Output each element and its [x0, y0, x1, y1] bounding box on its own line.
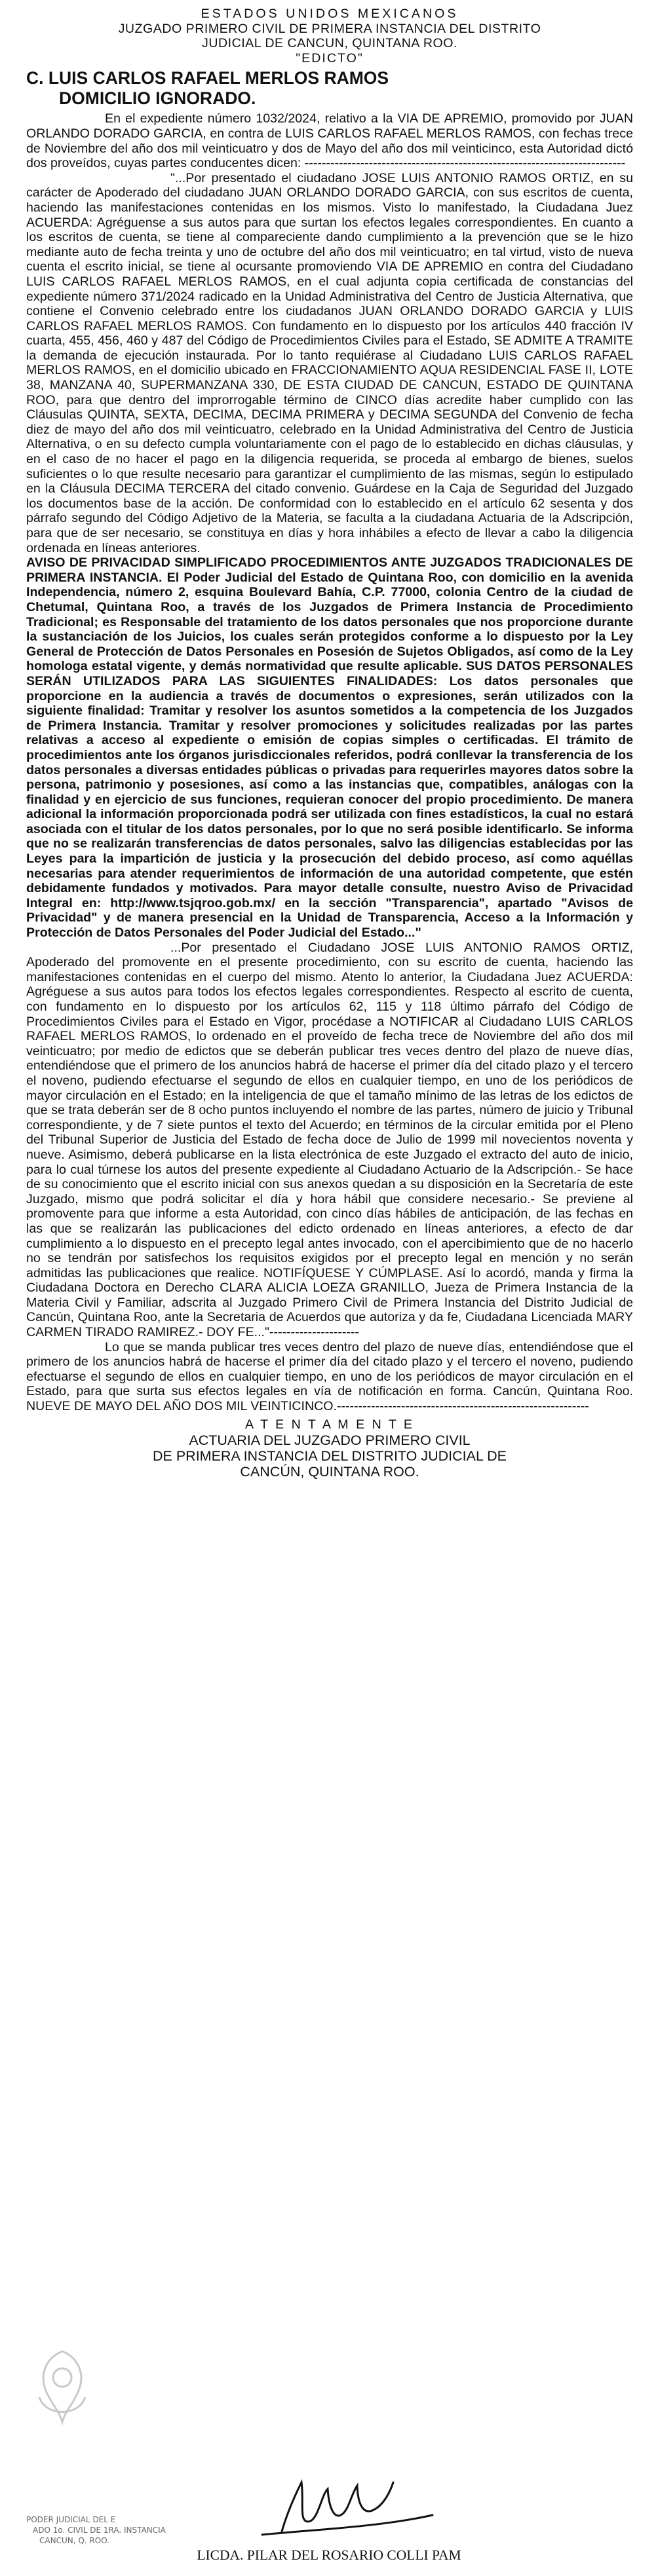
- intro-paragraph: En el expediente número 1032/2024, relativo a la VIA DE APREMIO, promovido por JUAN ORLANDO DORADO GARCIA, en contra de LUIS CARLOS RAFAEL MERLOS RAMOS, con fechas trece de Noviembre del año dos mil veinticuatro y dos de Mayo del año dos mil veinticinco, esta Autoridad dictó dos proveídos, cuyas partes conducentes dicen: ---------------------------------------------------------------------------: [26, 111, 633, 171]
- stamp-line-2: ADO 1o. CIVIL DE 1RA. INSTANCIA: [33, 2526, 166, 2535]
- signer-name: LICDA. PILAR DEL ROSARIO COLLI PAM: [197, 2547, 461, 2563]
- signer-title-line2: DE PRIMERA INSTANCIA DEL DISTRITO JUDICIAL DE: [153, 1447, 507, 1464]
- handwritten-signature: [236, 2469, 452, 2541]
- second-ruling-paragraph: ...Por presentado el Ciudadano JOSE LUIS ANTONIO RAMOS ORTIZ, Apoderado del promovente en el presente procedimiento, con su escrito de cuenta, haciendo las manifestaciones contenidas en el cuerpo del mismo. Atento lo anterior, la Ciudadana Juez ACUERDA: Agréguese a sus autos para todos los efectos legales correspondientes. Respecto al escrito de cuenta, con fundamento en lo dispuesto por los artículos 62, 115 y 118 último párrafo del Código de Procedimientos Civiles para el Estado en Vigor, procédase a NOTIFICAR al Ciudadano LUIS CARLOS RAFAEL MERLOS RAMOS, lo ordenado en el proveído de fecha trece de Noviembre del año dos mil veinticuatro; por medio de edictos que se deberán publicar tres veces dentro del plazo de nueve días, entendiéndose que el primero de los anuncios habrá de hacerse el primer día del citado plazo y el tercero el noveno, pudiendo efectuarse el segundo de ellos en cualquier tiempo, en uno de los periódicos de mayor circulación en el Estado; en la inteligencia de que el tamaño mínimo de las letras de los edictos de que se trata deberán ser de 8 ocho puntos incluyendo el nombre de las partes, número de juicio y Tribunal correspondiente, y de 7 siete puntos el texto del Acuerdo; en términos de la circular emitida por el Pleno del Tribunal Superior de Justicia del Estado de fecha doce de Julio de 1999 mil novecientos noventa y nueve. Asimismo, deberá publicarse en la lista electrónica de este Juzgado el extracto del auto de inicio, para lo cual túrnese los autos del presente expediente al Ciudadano Actuario de la Adscripción.- Se hace de su conocimiento que el escrito inicial con sus anexos quedan a su disposición en la Secretaría de este Juzgado, mismo que podrá solicitar el día y hora hábil que considere necesario.- Se previene al promovente para que informe a esta Autoridad, con cinco días hábiles de anticipación, de las fechas en las que se realizarán las publicaciones del edicto ordenado en líneas anteriores, a efecto de dar cumplimiento a lo dispuesto en el precepto legal antes invocado, con el apercibimiento que de no hacerlo no se tendrán por satisfechos los requisitos exigidos por el precepto legal en mención y no serán admitidas las publicaciones que realice. NOTIFÍQUESE Y CÚMPLASE. Así lo acordó, manda y firma la Ciudadana Doctora en Derecho CLARA ALICIA LOEZA GRANILLO, Jueza de Primera Instancia de la Materia Civil y Familiar, adscrita al Juzgado Primero Civil de Primera Instancia del Distrito Judicial de Cancún, Quintana Roo, ante la Secretaria de Acuerdos que autoriza y da fe, Ciudadana Licenciada MARY CARMEN TIRADO RAMIREZ.- DOY FE..."---------------------: [26, 940, 633, 1340]
- privacy-notice-paragraph: AVISO DE PRIVACIDAD SIMPLIFICADO PROCEDIMIENTOS ANTE JUZGADOS TRADICIONALES DE PRIMERA INSTANCIA. El Poder Judicial del Estado de Quintana Roo, con domicilio en la avenida Independencia, número 2, esquina Boulevard Bahía, C.P. 77000, colonia Centro de la ciudad de Chetumal, Quintana Roo, a través de los Juzgados de Primera Instancia de Procedimiento Tradicional; es Responsable del tratamiento de los datos personales que nos proporcione durante la sustanciación de los Juicios, los cuales serán protegidos conforme a lo dispuesto por la Ley General de Protección de Datos Personales en Posesión de Sujetos Obligados, así como de la Ley homologa estatal vigente, y demás normatividad que resulte aplicable. SUS DATOS PERSONALES SERÁN UTILIZADOS PARA LAS SIGUIENTES FINALIDADES: Los datos personales que proporcione en la audiencia a través de documentos o expresiones, serán utilizados con la siguiente finalidad: Tramitar y resolver los asuntos sometidos a la competencia de los Juzgados de Primera Instancia. Tramitar y resolver promociones y solicitudes realizadas por las partes relativas a acceso al expediente o emisión de copias simples o certificadas. El trámito de procedimientos ante los órganos jurisdiccionales referidos, podrá conllevar la transferencia de los datos personales a diversas entidades públicas o privadas para requerirles mayores datos sobre la persona, patrimonio y posesiones, así como a las instancias que, compatibles, análogas con la finalidad y en ejercicio de sus funciones, requieran conocer del propio procedimiento. De manera adicional la información proporcionada podrá ser utilizada con fines estadísticos, la cual no estará asociada con el titular de los datos personales, por lo que no será posible identificarlo. Se informa que no se realizarán transferencias de datos personales, salvo las diligencias establecidas por las Leyes para la impartición de justicia y la prosecución del debido proceso, así como aquéllas necesarias para atender requerimientos de información de una autoridad competente, que estén debidamente fundados y motivados. Para mayor detalle consulte, nuestro Aviso de Privacidad Integral en: http://www.tsjqroo.gob.mx/ en la sección "Transparencia", apartado "Avisos de Privacidad" y de manera presencial en la Unidad de Transparencia, Acceso a la Información y Protección de Datos Personales del Poder Judicial del Estado...": [26, 555, 633, 941]
- signature-block: [26, 1417, 633, 1480]
- publication-order-paragraph: Lo que se manda publicar tres veces dentro del plazo de nueve días, entendiéndose que el primero de los anuncios habrá de hacerse el primer día del citado plazo y el tercero el noveno, pudiendo efectuarse el segundo de ellos en cualquier tiempo, en uno de los periódicos de mayor circulación en el Estado, para que surta sus efectos legales en vía de notificación en forma. Cancún, Quintana Roo. NUEVE DE MAYO DEL AÑO DOS MIL VEINTICINCO.-----------------------------------------------------------: [26, 1339, 633, 1414]
- country-heading: ESTADOS UNIDOS MEXICANOS: [201, 7, 459, 21]
- addressee-address: DOMICILIO IGNORADO.: [59, 88, 256, 109]
- stamp-line-3: CANCUN, Q. ROO.: [39, 2536, 109, 2545]
- addressee-name: C. LUIS CARLOS RAFAEL MERLOS RAMOS: [26, 68, 389, 88]
- district-heading: JUDICIAL DE CANCUN, QUINTANA ROO.: [202, 36, 457, 51]
- coat-of-arms-icon: [26, 2345, 98, 2430]
- court-heading: JUZGADO PRIMERO CIVIL DE PRIMERA INSTANCIA DEL DISTRITO: [118, 21, 541, 36]
- signer-title-line3: CANCÚN, QUINTANA ROO.: [240, 1463, 419, 1480]
- first-ruling-paragraph: "...Por presentado el ciudadano JOSE LUIS ANTONIO RAMOS ORTIZ, en su carácter de Apoderado del ciudadano JUAN ORLANDO DORADO GARCIA, con sus escritos de cuenta, haciendo las manifestaciones contenidas en los mismos. Visto lo manifestado, la Ciudadana Juez ACUERDA: Agréguense a sus autos para que surtan los efectos legales correspondientes. En cuanto a los escritos de cuenta, se tiene al compareciente dando cumplimiento a la prevención que se le hizo mediante auto de fecha treinta y uno de octubre del año dos mil veinticuatro; en tal virtud, visto de nueva cuenta el escrito inicial, se tiene al ocursante promoviendo VIA DE APREMIO en contra del Ciudadano LUIS CARLOS RAFAEL MERLOS RAMOS, en el cual adjunta copia certificada de constancias del expediente número 371/2024 radicado en la Unidad Administrativa del Centro de Justicia Alternativa, que contiene el Convenio celebrado entre los ciudadanos JUAN ORLANDO DORADO GARCIA y LUIS CARLOS RAFAEL MERLOS RAMOS. Con fundamento en lo dispuesto por los artículos 440 fracción IV cuarta, 455, 456, 460 y 487 del Código de Procedimientos Civiles para el Estado, SE ADMITE A TRAMITE la demanda de ejecución instaurada. Por lo tanto requiérase al Ciudadano LUIS CARLOS RAFAEL MERLOS RAMOS, en el domicilio ubicado en FRACCIONAMIENTO AQUA RESIDENCIAL FASE II, LOTE 38, MANZANA 40, SUPERMANZANA 330, DE ESTA CIUDAD DE CANCUN, ESTADO DE QUINTANA ROO, para que dentro del improrrogable término de CINCO días acredite haber cumplido con las Cláusulas QUINTA, SEXTA, DECIMA, DECIMA PRIMERA y DECIMA SEGUNDA del Convenio de fecha diez de mayo del año dos mil veinticuatro, celebrado en la Unidad Administrativa del Centro de Justicia Alternativa, o en su defecto cumpla voluntariamente con el pago de lo establecido en dichas cláusulas, y en el caso de no hacer el pago en la diligencia requerida, se proceda al embargo de bienes, suelos suficientes o lo que resulte necesario para garantizar el cumplimiento de las mismas, según lo estipulado en la Cláusula DECIMA TERCERA del citado convenio. Guárdese en la Caja de Seguridad del Juzgado los documentos base de la acción. De conformidad con lo establecido en el artículo 62 sesenta y dos párrafo segundo del Código Adjetivo de la Materia, se faculta a la ciudadana Actuaria de la Adscripción, para que de ser necesario, se constituya en días y hora inhábiles a efecto de llevar a cabo la diligencia ordenada en líneas anteriores.: [26, 170, 633, 555]
- atentamente-label: A T E N T A M E N T E: [245, 1417, 414, 1432]
- stamp-line-1: PODER JUDICIAL DEL E: [26, 2515, 116, 2524]
- signer-title-line1: ACTUARIA DEL JUZGADO PRIMERO CIVIL: [189, 1432, 471, 1448]
- edict-label: "EDICTO": [296, 50, 364, 65]
- addressee-block: [26, 68, 633, 109]
